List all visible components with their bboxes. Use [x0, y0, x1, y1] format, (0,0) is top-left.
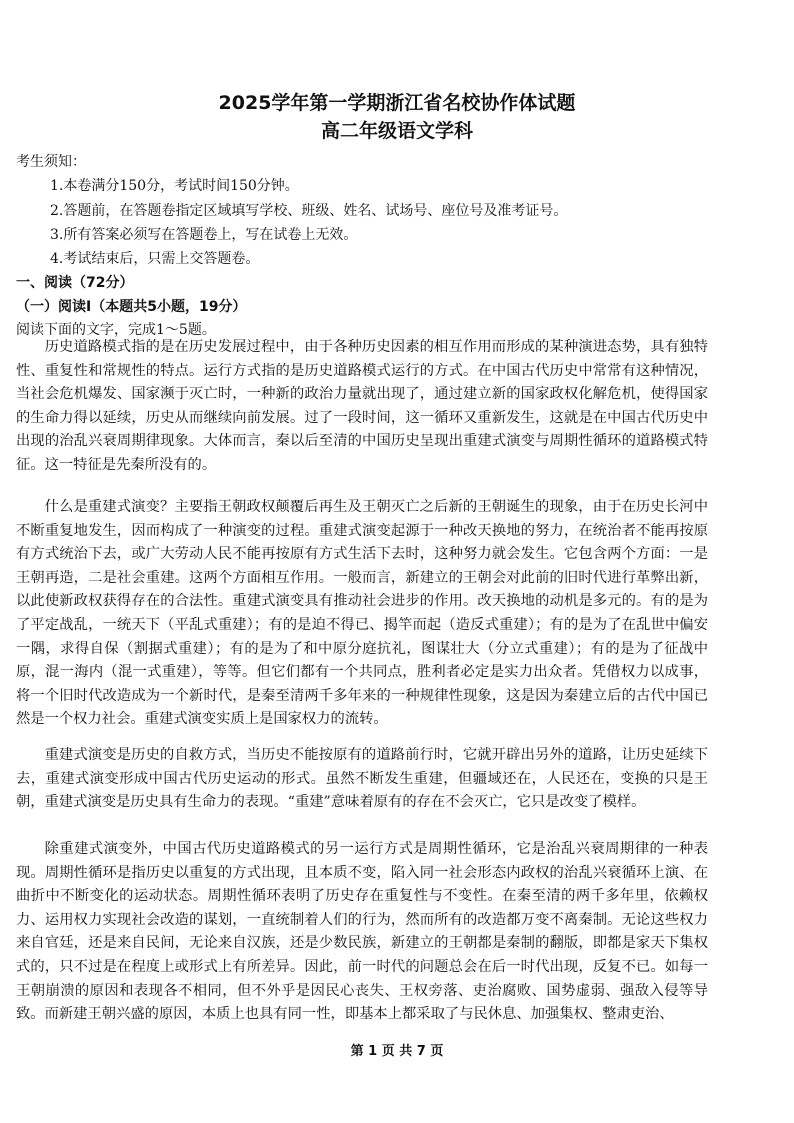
section-subtitle: （一）阅读Ⅰ（本题共5小题，19分） [16, 299, 247, 315]
paragraph-1: 历史道路模式指的是在历史发展过程中，由于各种历史因素的相互作用而形成的某种演进态势，具有独特性、重复性和常规性的特点。运行方式指的是历史道路模式运行的方式。在中国古代历史中常常有这种情况，当社会危机爆发、国家濒于灭亡时，一种新的政治力量就出现了，通过建立新的国家政权化解危机，使得国家的生命力得以延续，历史从而继续向前发展。过了一段时间，这一循环又重新发生，这就是在中国古代历史中出现的治乱兴衰周期律现象。大体而言，秦以后至清的中国历史呈现出重建式演变与周期性循环的道路模式特征。这一特征是先秦所没有的。 [16, 339, 708, 473]
reading-instruction: 阅读下面的文字，完成1～5题。 [16, 322, 216, 338]
notice-item-4: 4.考试结束后，只需上交答题卷。 [50, 251, 260, 267]
page-footer: 第 1 页 共 7 页 [350, 1044, 444, 1059]
notice-item-2: 2.答题前，在答题卷指定区域填写学校、班级、姓名、试场号、座位号及准考证号。 [50, 203, 568, 219]
paragraph-2: 什么是重建式演变？主要指王朝政权颠覆后再生及王朝灭亡之后新的王朝诞生的现象，由于在历史长河中不断重复地发生，因而构成了一种演变的过程。重建式演变起源于一种改天换地的努力，在统治者不能再按原有方式统治下去，或广大劳动人民不能再按原有方式生活下去时，这种努力就会发生。它包含两个方面：一是王朝再造，二是社会重建。这两个方面相互作用。一般而言，新建立的王朝会对此前的旧时代进行革弊出新，以此使新政权获得存在的合法性。重建式演变具有推动社会进步的作用。改天换地的动机是多元的。有的是为了平定战乱，一统天下（平乱式重建）；有的是迫不得已、揭竿而起（造反式重建）；有的是为了在乱世中偏安一隅，求得自保（割据式重建）；有的是为了和中原分庭抗礼，图谋壮大（分立式重建）；有的是为了征战中原，混一海内（混一式重建），等等。但它们都有一个共同点，胜利者必定是实力出众者。凭借权力以成事，将一个旧时代改造成为一个新时代，是秦至清两千多年来的一种规律性现象，这是因为秦建立后的古代中国已然是一个权力社会。重建式演变实质上是国家权力的流转。 [16, 499, 708, 728]
paragraph-3: 重建式演变是历史的自救方式，当历史不能按原有的道路前行时，它就开辟出另外的道路，让历史延续下去，重建式演变形成中国古代历史运动的形式。虽然不断发生重建，但疆域还在，人民还在，变换的只是王朝，重建式演变是历史具有生命力的表现。“重建”意味着原有的存在不会灭亡，它只是改变了模样。 [16, 747, 708, 811]
notice-item-3: 3.所有答案必须写在答题卷上，写在试卷上无效。 [50, 227, 358, 243]
paragraph-4: 除重建式演变外，中国古代历史道路模式的另一运行方式是周期性循环，它是治乱兴衰周期律的一种表现。周期性循环是指历史以重复的方式出现，且本质不变，陷入同一社会形态内政权的治乱兴衰循环上演、在曲折中不断变化的运动状态。周期性循环表明了历史存在重复性与不变性。在秦至清的两千多年里，依赖权力、运用权力实现社会改造的谋划，一直统制着人们的行为，然而所有的改造都万变不离秦制。无论这些权力来自官廷，还是来自民间，无论来自汉族，还是少数民族，新建立的王朝都是秦制的翻版，即都是家天下集权式的，只不过是在程度上或形式上有所差异。因此，前一时代的问题总会在后一时代出现，反复不已。如每一王朝崩溃的原因和表现各不相同，但不外乎是因民心丧失、王权旁落、吏治腐败、国势虚弱、强敌入侵等导致。而新建王朝兴盛的原因，本质上也具有同一性，即基本上都采取了与民休息、加强集权、整肃吏治、 [16, 841, 708, 1023]
exam-subtitle: 高二年级语文学科 [320, 120, 473, 142]
notice-item-1: 1.本卷满分150分，考试时间150分钟。 [50, 178, 299, 194]
section-title: 一、阅读（72分） [16, 275, 134, 291]
notice-heading: 考生须知： [16, 154, 86, 170]
exam-title: 2025学年第一学期浙江省名校协作体试题 [218, 92, 576, 114]
